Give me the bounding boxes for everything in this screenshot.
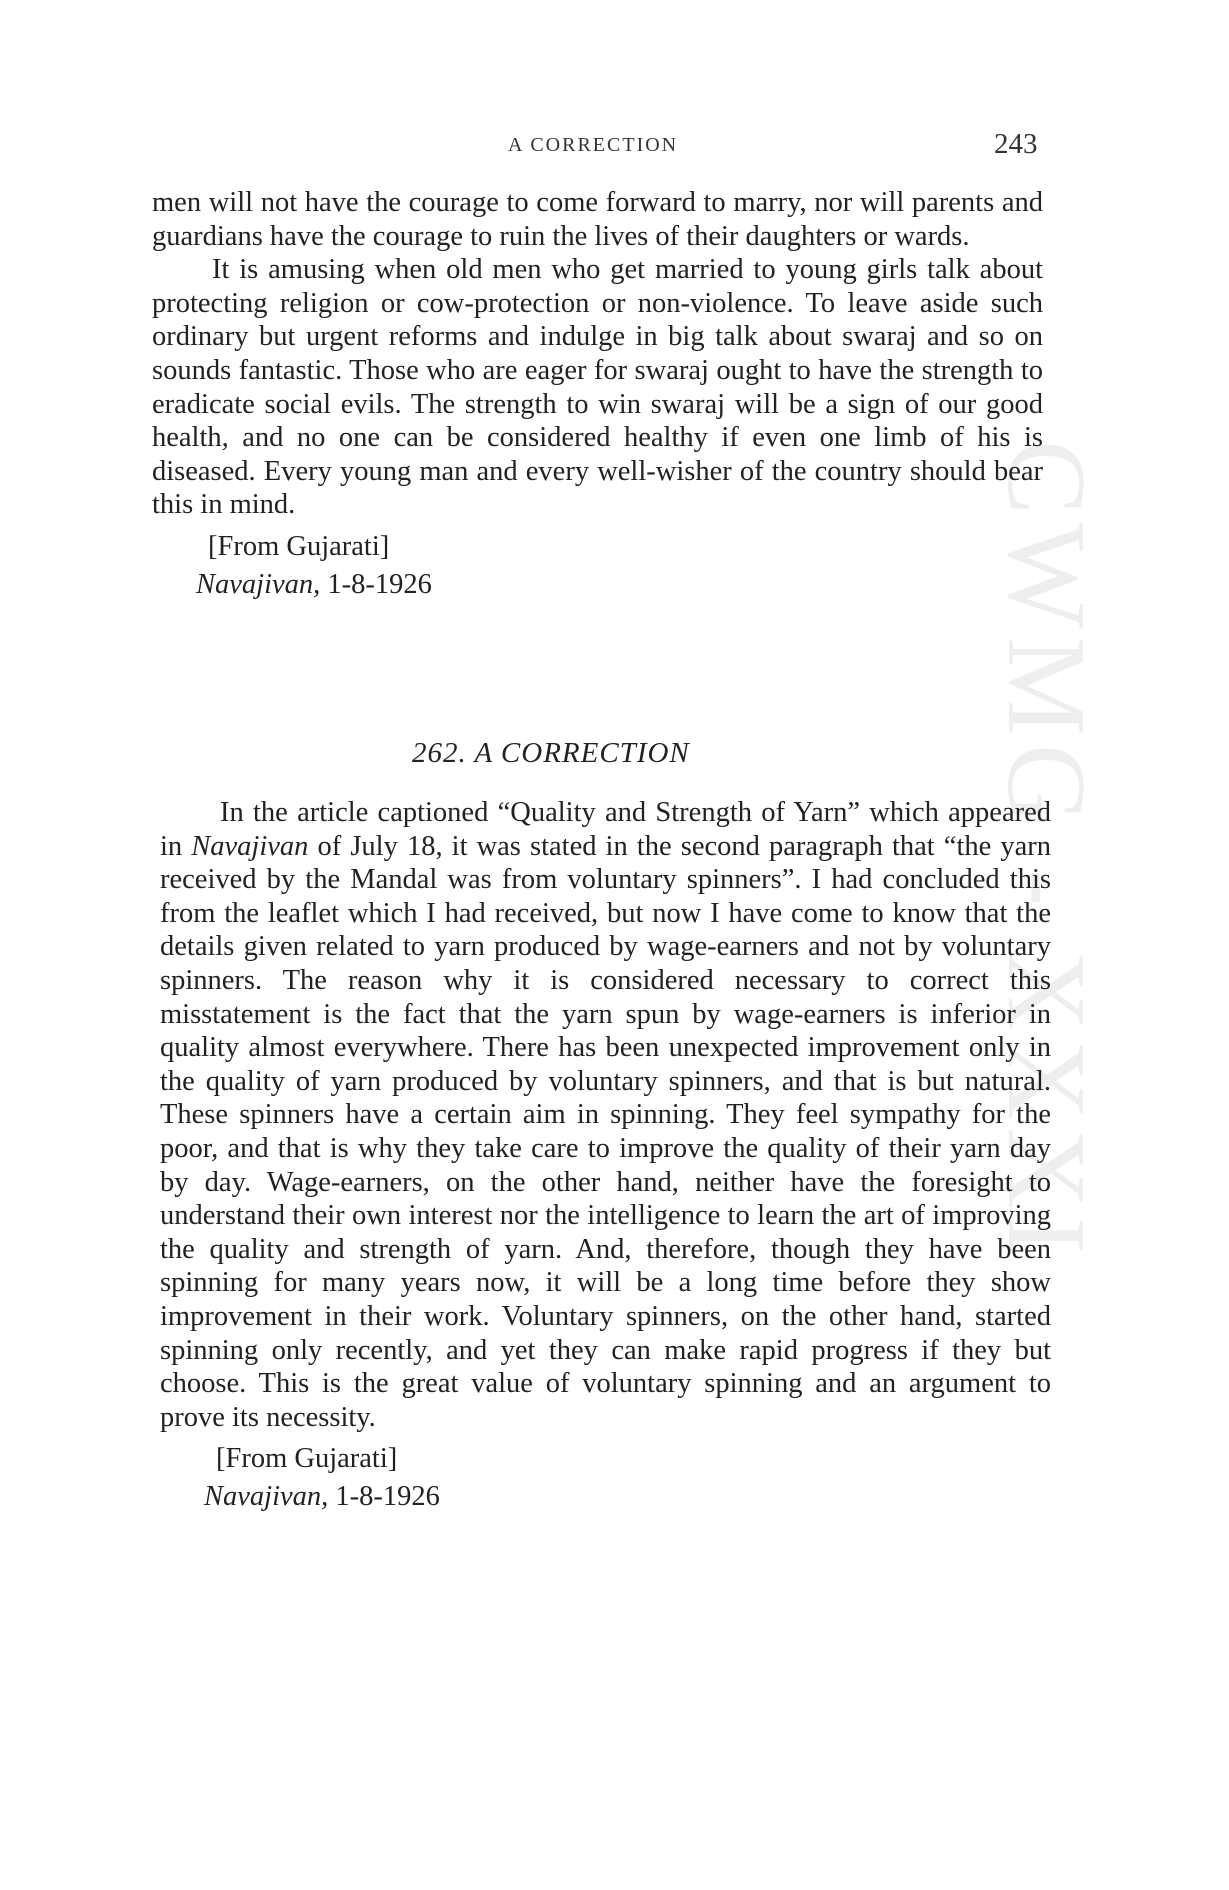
paragraph — [160, 796, 1051, 1434]
article-title: 262. A CORRECTION — [412, 737, 690, 769]
running-head: A CORRECTION — [508, 134, 679, 156]
paragraph-text: In the article captioned “Quality and Strength of Yarn” which appeared in — [160, 797, 1051, 862]
page-number: 243 — [994, 128, 1038, 160]
citation-date: 1-8-1926 — [328, 1480, 440, 1512]
paragraph: men will not have the courage to come forward to marry, nor will parents and guardians have the courage to ruin the lives of their daughters or wards. — [152, 187, 1043, 252]
source-note: [From Gujarati] — [208, 530, 390, 562]
previous-article-ending — [152, 186, 1043, 601]
paragraph: It is amusing when old men who get married to young girls talk about protecting religion or cow-protection or non-violence. To leave aside such ordinary but urgent reforms and indulge in big talk about swaraj and so on sounds fantastic. Those who are eager for swaraj ought to have the strength to eradicate social evils. The strength to win swaraj will be a sign of our good health, and no one can be considered healthy if even one limb of his is diseased. Every young man and every well-wisher of the country should bear this in mind. — [152, 254, 1043, 521]
citation — [196, 568, 1043, 602]
citation-date: 1-8-1926 — [320, 568, 432, 600]
citation-journal: Navajivan, — [204, 1480, 329, 1512]
paragraph-text: of July 18, it was stated in the second paragraph that “the yarn received by the Mandal was from voluntary spinners”. I had concluded this from the leaflet which I had received, but now I have come to know that the details given related to yarn produced by wage-earners and not by voluntary spinners. The reason why it is considered necessary to correct this misstatement is the fact that the yarn spun by wage-earners is inferior in quality almost everywhere. There has been unexpected improvement only in the quality of yarn produced by voluntary spinners, and that is but natural. These spinners have a certain aim in spinning. They feel sympathy for the poor, and that is why they take care to improve the quality of their yarn day by day. Wage-earners, on the other hand, neither have the foresight to understand their own interest nor the intelligence to learn the art of improving the quality and strength of yarn. And, therefore, though they have been spinning for many years now, it will be a long time before they show improvement in their work. Voluntary spinners, on the other hand, started spinning only recently, and yet they can make rapid progress if they but choose. This is the great value of voluntary spinning and an argument to prove its necessity. — [160, 830, 1051, 1433]
citation — [204, 1480, 1051, 1514]
source-note: [From Gujarati] — [216, 1443, 398, 1475]
watermark-text: CWMG - XXXI — [984, 440, 1108, 1263]
journal-name: Navajivan — [191, 830, 309, 862]
article-body — [160, 796, 1051, 1513]
citation-journal: Navajivan, — [196, 568, 321, 600]
